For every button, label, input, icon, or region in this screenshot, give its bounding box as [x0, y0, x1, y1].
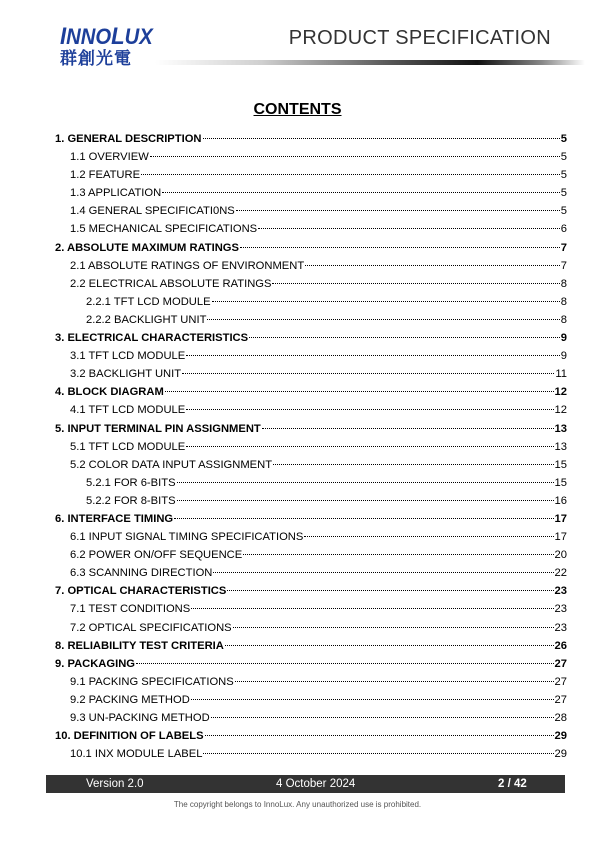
- toc-entry-page: 12: [554, 404, 567, 417]
- toc-entry[interactable]: [55, 510, 567, 528]
- toc-leader-dots: [262, 428, 554, 429]
- toc-entry-page: 15: [554, 458, 567, 471]
- toc-entry-title: 6.3 SCANNING DIRECTION: [70, 567, 213, 580]
- contents-heading: CONTENTS: [253, 101, 342, 118]
- toc-entry[interactable]: [55, 401, 567, 419]
- toc-entry-page: 8: [560, 277, 567, 290]
- toc-leader-dots: [305, 265, 560, 266]
- toc-entry-page: 11: [555, 368, 567, 381]
- toc-entry-page: 17: [554, 531, 567, 544]
- toc-entry-title: 5. INPUT TERMINAL PIN ASSIGNMENT: [55, 422, 261, 435]
- toc-entry[interactable]: [55, 528, 567, 546]
- toc-entry-title: 1. GENERAL DESCRIPTION: [55, 133, 202, 145]
- toc-leader-dots: [203, 138, 560, 139]
- toc-leader-dots: [182, 373, 554, 374]
- toc-leader-dots: [213, 572, 553, 573]
- toc-entry-page: 13: [554, 422, 567, 435]
- toc-leader-dots: [249, 337, 560, 338]
- toc-entry-title: 9.2 PACKING METHOD: [70, 693, 190, 706]
- toc-leader-dots: [225, 645, 554, 646]
- toc-entry-page: 5: [560, 205, 567, 218]
- toc-entry-title: 1.4 GENERAL SPECIFICATI0NS: [70, 205, 235, 218]
- toc-leader-dots: [207, 319, 559, 320]
- toc-entry-page: 9: [560, 332, 567, 345]
- toc-entry[interactable]: [55, 166, 567, 184]
- toc-entry-title: 3.2 BACKLIGHT UNIT: [70, 368, 182, 381]
- toc-entry-page: 6: [560, 223, 567, 236]
- toc-entry[interactable]: [55, 347, 567, 365]
- toc-leader-dots: [141, 174, 560, 175]
- toc-entry-page: 27: [554, 675, 567, 688]
- toc-entry[interactable]: [55, 564, 567, 582]
- toc-entry-page: 23: [554, 603, 567, 616]
- footer-version: Version 2.0: [86, 778, 144, 790]
- toc-entry-page: 27: [554, 693, 567, 706]
- toc-entry-title: 5.2 COLOR DATA INPUT ASSIGNMENT: [70, 458, 273, 471]
- toc-leader-dots: [205, 735, 554, 736]
- toc-entry[interactable]: [55, 311, 567, 329]
- toc-entry-title: 6.1 INPUT SIGNAL TIMING SPECIFICATIONS: [70, 531, 304, 544]
- toc-entry[interactable]: [55, 239, 567, 257]
- toc-entry-title: 2.2 ELECTRICAL ABSOLUTE RATINGS: [70, 277, 272, 290]
- toc-entry[interactable]: [55, 456, 567, 474]
- toc-entry-page: 16: [554, 494, 567, 507]
- toc-entry-page: 15: [554, 476, 567, 489]
- toc-leader-dots: [243, 554, 553, 555]
- toc-leader-dots: [203, 753, 553, 754]
- table-of-contents: [55, 130, 567, 763]
- logo-chinese-name: 群創光電: [60, 49, 132, 69]
- toc-leader-dots: [150, 156, 560, 157]
- toc-entry-title: 1.1 OVERVIEW: [70, 151, 149, 164]
- toc-entry[interactable]: [55, 655, 567, 673]
- footer-date: 4 October 2024: [276, 778, 356, 790]
- toc-entry-title: 1.3 APPLICATION: [70, 187, 162, 200]
- toc-entry[interactable]: [55, 438, 567, 456]
- toc-entry-page: 5: [560, 169, 567, 182]
- toc-entry-page: 20: [554, 549, 567, 562]
- toc-entry-page: 5: [560, 151, 567, 164]
- toc-entry-title: 6. INTERFACE TIMING: [55, 512, 174, 525]
- toc-entry-page: 28: [554, 712, 567, 724]
- toc-leader-dots: [235, 681, 554, 682]
- toc-leader-dots: [191, 699, 554, 700]
- toc-entry[interactable]: [55, 637, 567, 655]
- toc-leader-dots: [191, 608, 553, 609]
- toc-entry[interactable]: [55, 148, 567, 166]
- toc-entry-page: 17: [554, 512, 567, 525]
- toc-entry[interactable]: [55, 202, 567, 220]
- toc-entry-title: 4. BLOCK DIAGRAM: [55, 386, 164, 399]
- toc-entry[interactable]: [55, 293, 567, 311]
- header-divider: [155, 60, 585, 65]
- toc-leader-dots: [174, 518, 553, 519]
- toc-entry[interactable]: [55, 582, 567, 600]
- toc-entry[interactable]: [55, 383, 567, 401]
- toc-entry-page: 8: [560, 295, 567, 308]
- toc-entry-page: 13: [554, 440, 567, 453]
- page-header-title: PRODUCT SPECIFICATION: [288, 27, 551, 49]
- toc-entry[interactable]: [55, 600, 567, 618]
- toc-entry[interactable]: [55, 727, 567, 745]
- toc-entry-page: 7: [560, 241, 567, 254]
- toc-entry-title: 5.2.1 FOR 6-BITS: [86, 476, 176, 489]
- innolux-logo: [60, 23, 160, 69]
- toc-leader-dots: [177, 500, 554, 501]
- toc-entry[interactable]: [55, 546, 567, 564]
- toc-entry-title: 1.5 MECHANICAL SPECIFICATIONS: [70, 223, 258, 236]
- toc-entry[interactable]: [55, 745, 567, 763]
- toc-entry-page: 23: [554, 585, 567, 598]
- toc-entry[interactable]: [55, 220, 567, 238]
- toc-leader-dots: [186, 409, 553, 410]
- toc-entry-title: 4.1 TFT LCD MODULE: [70, 404, 186, 417]
- toc-entry[interactable]: [55, 691, 567, 709]
- toc-entry-page: 29: [554, 730, 567, 743]
- toc-entry-title: 6.2 POWER ON/OFF SEQUENCE: [70, 549, 243, 562]
- toc-leader-dots: [273, 464, 554, 465]
- toc-entry-title: 9.1 PACKING SPECIFICATIONS: [70, 675, 234, 688]
- toc-entry-page: 9: [560, 350, 567, 363]
- toc-entry-page: 8: [560, 313, 567, 326]
- toc-entry[interactable]: [55, 365, 567, 383]
- toc-entry[interactable]: [55, 420, 567, 438]
- toc-entry[interactable]: [55, 492, 567, 510]
- toc-entry-page: 12: [554, 386, 567, 399]
- toc-leader-dots: [186, 446, 553, 447]
- toc-entry-title: 10.1 INX MODULE LABEL: [70, 748, 203, 761]
- toc-entry-title: 7.2 OPTICAL SPECIFICATIONS: [70, 621, 232, 634]
- toc-entry-title: 5.1 TFT LCD MODULE: [70, 440, 186, 453]
- toc-entry-page: 22: [554, 567, 567, 580]
- footer-bar: [46, 775, 565, 793]
- toc-entry-title: 3. ELECTRICAL CHARACTERISTICS: [55, 332, 249, 345]
- toc-leader-dots: [272, 283, 559, 284]
- toc-leader-dots: [233, 627, 554, 628]
- toc-entry-title: 8. RELIABILITY TEST CRITERIA: [55, 639, 224, 652]
- logo-wordmark: INNOLUX: [60, 23, 153, 50]
- toc-entry-title: 3.1 TFT LCD MODULE: [70, 350, 186, 363]
- toc-entry-title: 1.2 FEATURE: [70, 169, 141, 182]
- toc-leader-dots: [136, 663, 554, 664]
- toc-entry-page: 27: [554, 657, 567, 670]
- footer-page-number: 2 / 42: [498, 778, 527, 790]
- toc-entry[interactable]: [55, 673, 567, 691]
- toc-entry-title: 2. ABSOLUTE MAXIMUM RATINGS: [55, 241, 239, 254]
- toc-entry[interactable]: [55, 474, 567, 492]
- toc-entry[interactable]: [55, 257, 567, 275]
- toc-entry[interactable]: [55, 619, 567, 637]
- toc-leader-dots: [227, 590, 553, 591]
- toc-entry-page: 23: [554, 621, 567, 634]
- toc-leader-dots: [211, 717, 554, 718]
- toc-entry-page: 5: [560, 133, 567, 145]
- toc-entry-title: 7.1 TEST CONDITIONS: [70, 603, 191, 616]
- toc-leader-dots: [236, 210, 560, 211]
- toc-entry-title: 10. DEFINITION OF LABELS: [55, 730, 204, 743]
- toc-leader-dots: [162, 192, 560, 193]
- toc-entry-title: 2.2.2 BACKLIGHT UNIT: [86, 313, 207, 326]
- toc-entry-title: 9.3 UN-PACKING METHOD: [70, 712, 210, 724]
- toc-entry[interactable]: [55, 184, 567, 202]
- toc-entry[interactable]: [55, 130, 567, 148]
- toc-leader-dots: [212, 301, 560, 302]
- copyright-notice: The copyright belongs to InnoLux. Any unauthorized use is prohibited.: [173, 800, 422, 809]
- toc-entry[interactable]: [55, 329, 567, 347]
- toc-leader-dots: [165, 391, 554, 392]
- toc-entry-title: 7. OPTICAL CHARACTERISTICS: [55, 585, 227, 598]
- toc-entry-page: 26: [554, 639, 567, 652]
- toc-leader-dots: [304, 536, 553, 537]
- toc-entry[interactable]: [55, 275, 567, 293]
- toc-leader-dots: [258, 228, 560, 229]
- toc-leader-dots: [177, 482, 554, 483]
- toc-entry-title: 5.2.2 FOR 8-BITS: [86, 494, 176, 507]
- toc-entry-page: 29: [554, 748, 567, 761]
- toc-leader-dots: [186, 355, 560, 356]
- toc-entry-page: 5: [560, 187, 567, 200]
- toc-entry-page: 7: [560, 259, 567, 272]
- toc-entry-title: 2.2.1 TFT LCD MODULE: [86, 295, 211, 308]
- toc-leader-dots: [240, 247, 560, 248]
- toc-entry-title: 2.1 ABSOLUTE RATINGS OF ENVIRONMENT: [70, 259, 305, 272]
- toc-entry[interactable]: [55, 709, 567, 727]
- toc-entry-title: 9. PACKAGING: [55, 657, 135, 670]
